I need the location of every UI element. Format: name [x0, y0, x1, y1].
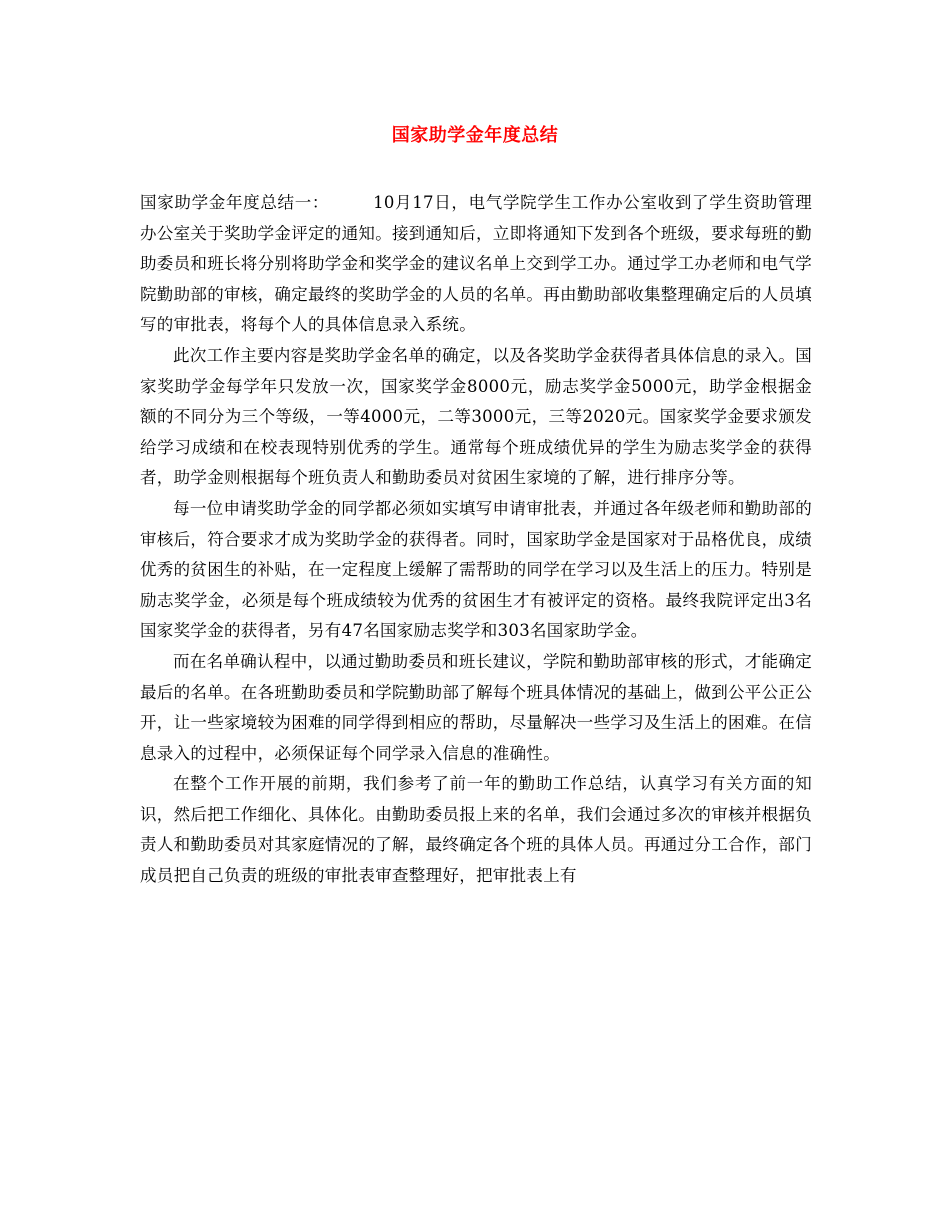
document-body: [140, 188, 812, 892]
paragraph-3: 每一位申请奖助学金的同学都必须如实填写申请审批表，并通过各年级老师和勤助部的审核后，符合要求才成为奖助学金的获得者。同时，国家助学金是国家对于品格优良，成绩优秀的贫困生的补贴，在一定程度上缓解了需帮助的同学在学习以及生活上的压力。特别是励志奖学金，必须是每个班成绩较为优秀的贫困生才有被评定的资格。最终我院评定出3名国家奖学金的获得者，另有47名国家励志奖学和303名国家助学金。: [140, 498, 812, 641]
paragraph-2: 此次工作主要内容是奖助学金名单的确定，以及各奖助学金获得者具体信息的录入。国家奖助学金每学年只发放一次，国家奖学金8000元，励志奖学金5000元，助学金根据金额的不同分为三个等级，一等4000元，二等3000元，三等2020元。国家奖学金要求颁发给学习成绩和在校表现特别优秀的学生。通常每个班成绩优异的学生为励志奖学金的获得者，助学金则根据每个班负责人和勤助委员对贫困生家境的了解，进行排序分等。: [140, 345, 812, 488]
document-title: 国家助学金年度总结: [391, 125, 559, 146]
paragraph-1-text: 10月17日，电气学院学生工作办公室收到了学生资助管理办公室关于奖助学金评定的通知。接到通知后，立即将通知下发到各个班级，要求每班的勤助委员和班长将分别将助学金和奖学金的建议名单上交到学工办。通过学工办老师和电气学院勤助部的审核，确定最终的奖助学金的人员的名单。再由勤助部收集整理确定后的人员填写的审批表，将每个人的具体信息录入系统。: [140, 193, 812, 335]
paragraph-1: [140, 188, 812, 341]
paragraph-5: 在整个工作开展的前期，我们参考了前一年的勤助工作总结，认真学习有关方面的知识，然后把工作细化、具体化。由勤助委员报上来的名单，我们会通过多次的审核并根据负责人和勤助委员对其家庭情况的了解，最终确定各个班的具体人员。再通过分工合作，部门成员把自己负责的班级的审批表审查整理好，把审批表上有: [140, 774, 812, 886]
intro-label: 国家助学金年度总结一：: [140, 193, 330, 212]
paragraph-4: 而在名单确认程中，以通过勤助委员和班长建议，学院和勤助部审核的形式，才能确定最后的名单。在各班勤助委员和学院勤助部了解每个班具体情况的基础上，做到公平公正公开，让一些家境较为困难的同学得到相应的帮助，尽量解决一些学习及生活上的困难。在信息录入的过程中，必须保证每个同学录入信息的准确性。: [140, 651, 812, 763]
